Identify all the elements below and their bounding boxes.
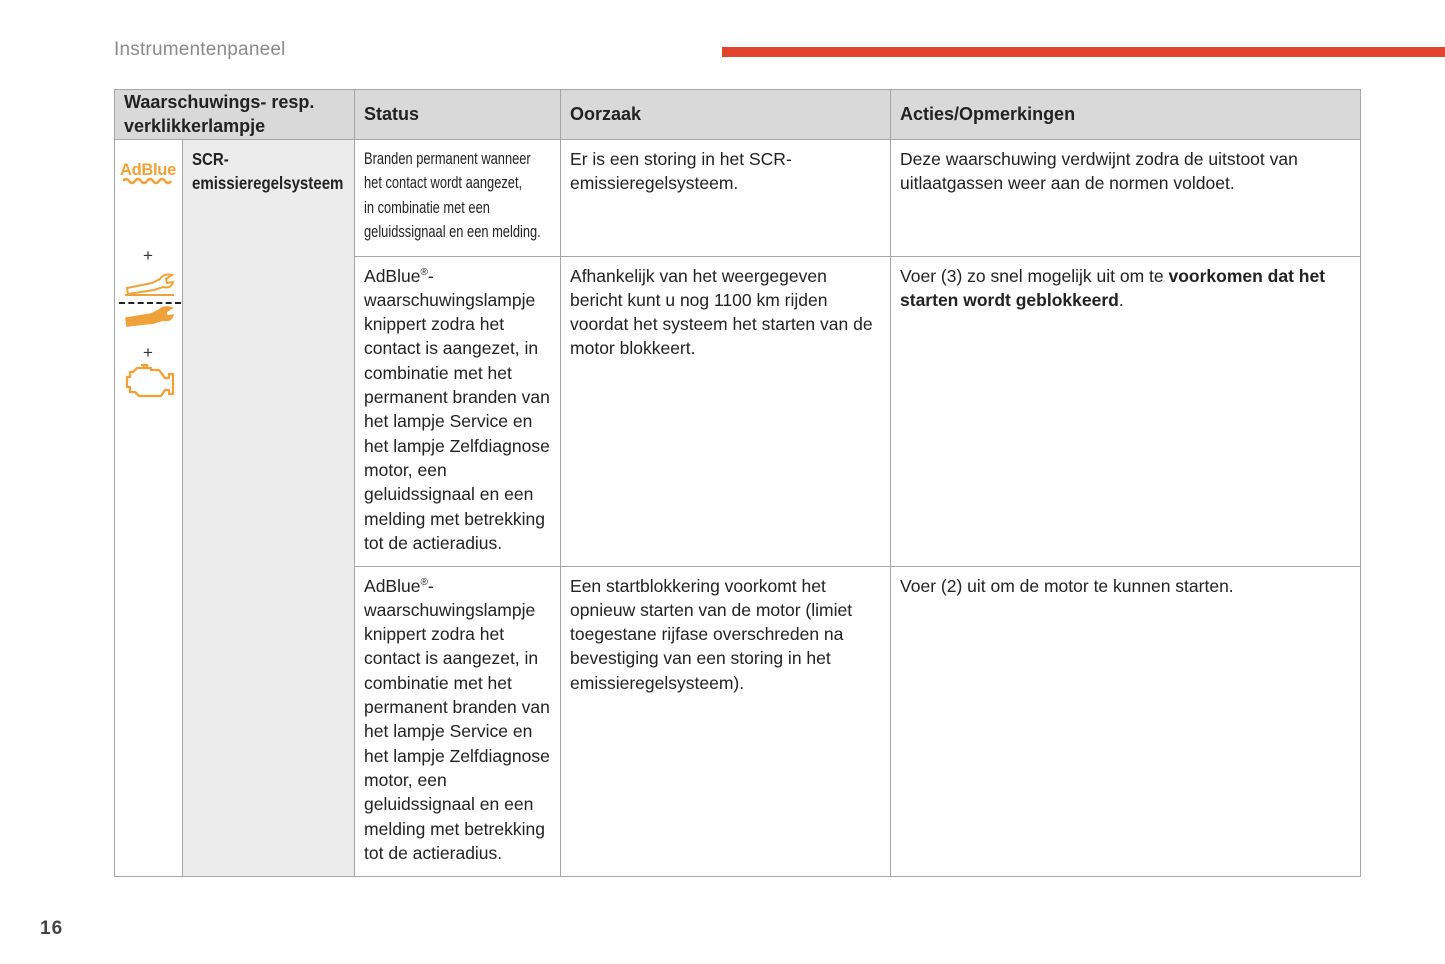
lamp-name-line1: SCR-: [192, 148, 229, 169]
cause-cell: Afhankelijk van het weergegeven bericht kunt u nog 1100 km rijden voordat het systeem het starten van de motor blokkeert.: [561, 256, 891, 566]
action-cell: Voer (3) zo snel mogelijk uit om te voorkomen dat het starten wordt geblokkeerd.: [891, 256, 1361, 566]
engine-check-icon: [125, 362, 175, 398]
page-number: 16: [40, 918, 64, 939]
lamp-name-cell: [183, 139, 355, 876]
plus-sign: +: [143, 342, 153, 362]
plus-sign: +: [143, 245, 153, 265]
action-cell: Deze waarschuwing verdwijnt zodra de uitstoot van uitlaatgassen weer aan de normen voldoet.: [891, 139, 1361, 256]
action-cell: Voer (2) uit om de motor te kunnen starten.: [891, 566, 1361, 876]
adblue-waves-icon: [123, 177, 175, 185]
status-cell: Branden permanent wanneer het contact wordt aangezet, in combinatie met een geluidssignaal en een melding.: [355, 139, 561, 256]
header-status: Status: [355, 90, 561, 140]
cause-cell: Er is een storing in het SCR-emissieregelsysteem.: [561, 139, 891, 256]
table-header-row: [115, 90, 1361, 140]
lamp-name-line2: emissieregelsysteem: [192, 172, 344, 193]
status-cell: AdBlue®-waarschuwingslampje knippert zodra het contact is aangezet, in combinatie met het permanent branden van het lampje Service en het lampje Zelfdiagnose motor, een geluidssignaal en een melding met betrekking tot de actieradius.: [355, 566, 561, 876]
section-title: Instrumentenpaneel: [114, 39, 286, 60]
header-actions: Acties/Opmerkingen: [891, 90, 1361, 140]
divider-dashed: [119, 302, 181, 304]
header-lamp: Waarschuwings- resp. verklikkerlampje: [115, 90, 355, 140]
service-wrench-icon: [124, 306, 176, 328]
warning-lamps-table: [114, 89, 1361, 877]
service-wrench-outline-icon: [124, 270, 176, 296]
cause-cell: Een startblokkering voorkomt het opnieuw starten van de motor (limiet toegestane rijfase overschreden na bevestiging van een storing in het emissieregelsysteem).: [561, 566, 891, 876]
status-cell: AdBlue®-waarschuwingslampje knippert zodra het contact is aangezet, in combinatie met het permanent branden van het lampje Service en het lampje Zelfdiagnose motor, een geluidssignaal en een melding met betrekking tot de actieradius.: [355, 256, 561, 566]
action-emphasis: voorkomen dat het starten wordt geblokkeerd: [900, 265, 1326, 310]
lamp-icons-cell: [115, 139, 183, 876]
table-row: [115, 139, 1361, 256]
header-cause: Oorzaak: [561, 90, 891, 140]
adblue-icon: AdBlue: [120, 160, 176, 179]
header-accent-bar: [722, 47, 1445, 57]
